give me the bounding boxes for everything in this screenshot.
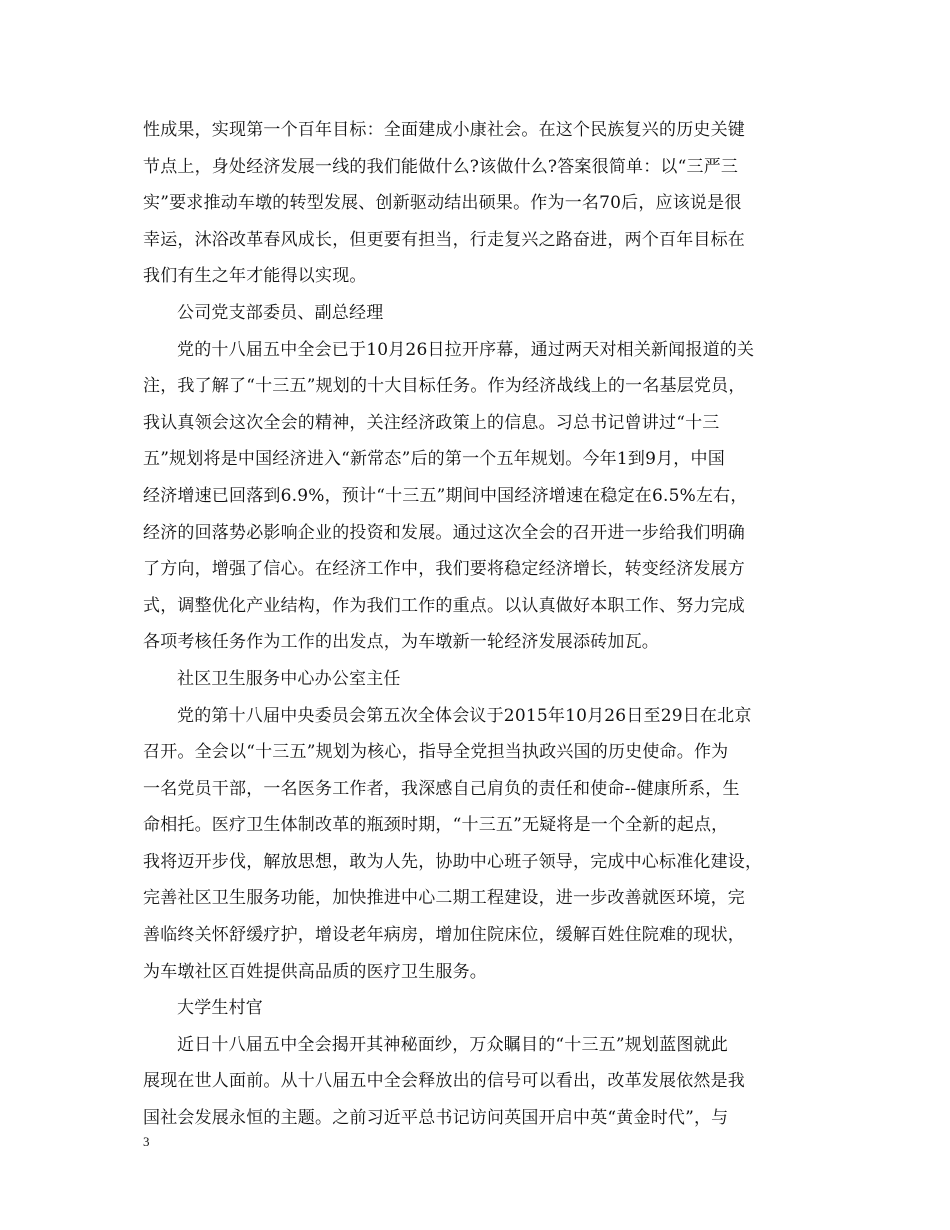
text-line: 国社会发展永恒的主题。之前习近平总书记访问英国开启中英“黄金时代”，与 [143,1108,729,1129]
text-line: 大学生村官 [177,998,263,1019]
text-line: 近日十八届五中全会揭开其神秘面纱，万众瞩目的“十三五”规划蓝图就此 [177,1034,728,1055]
text-line: 了方向，增强了信心。在经济工作中，我们要将稳定经济增长，转变经济发展方 [143,559,745,580]
text-line: 幸运，沐浴改革春风成长，但更要有担当，行走复兴之路奋进，两个百年目标在 [143,229,745,250]
text-line: 善临终关怀舒缓疗护，增设老年病房，增加住院床位，缓解百姓住院难的现状， [143,925,745,946]
text-line: 五”规划将是中国经济进入“新常态”后的第一个五年规划。今年1到9月，中国 [143,449,725,470]
text-line: 社区卫生服务中心办公室主任 [177,668,401,689]
text-line: 经济的回落势必影响企业的投资和发展。通过这次全会的召开进一步给我们明确 [143,522,745,543]
text-line: 党的第十八届中央委员会第五次全体会议于2015年10月26日至29日在北京 [177,705,752,726]
text-line: 式，调整优化产业结构，作为我们工作的重点。以认真做好本职工作、努力完成 [143,595,745,616]
text-line: 节点上，身处经济发展一线的我们能做什么?该做什么?答案很简单：以“三严三 [143,156,739,177]
text-line: 公司党支部委员、副总经理 [177,302,384,323]
text-line: 我将迈开步伐，解放思想，敢为人先，协助中心班子领导，完成中心标准化建设， [143,851,763,872]
text-line: 完善社区卫生服务功能，加快推进中心二期工程建设，进一步改善就医环境，完 [143,888,745,909]
text-line: 一名党员干部，一名医务工作者，我深感自己肩负的责任和使命--健康所系，生 [143,778,740,799]
text-line: 我们有生之年才能得以实现。 [143,266,367,287]
text-line: 性成果，实现第一个百年目标：全面建成小康社会。在这个民族复兴的历史关键 [143,120,745,140]
text-line: 党的十八届五中全会已于10月26日拉开序幕，通过两天对相关新闻报道的关 [177,339,755,360]
text-line: 各项考核任务作为工作的出发点，为车墩新一轮经济发展添砖加瓦。 [143,632,659,653]
text-line: 召开。全会以“十三五”规划为核心，指导全党担当执政兴国的历史使命。作为 [143,742,729,763]
text-line: 实”要求推动车墩的转型发展、创新驱动结出硕果。作为一名70后，应该说是很 [143,193,742,214]
page-number: 3 [143,1134,150,1149]
text-line: 为车墩社区百姓提供高品质的医疗卫生服务。 [143,961,487,982]
text-line: 注，我了解了“十三五”规划的十大目标任务。作为经济战线上的一名基层党员， [143,376,746,397]
text-line: 经济增速已回落到6.9%，预计“十三五”期间中国经济增速在稳定在6.5%左右， [143,485,748,506]
text-line: 展现在世人面前。从十八届五中全会释放出的信号可以看出，改革发展依然是我 [143,1071,745,1092]
text-line: 我认真领会这次全会的精神，关注经济政策上的信息。习总书记曾讲过“十三 [143,412,720,433]
text-line: 命相托。医疗卫生体制改革的瓶颈时期，“十三五”无疑将是一个全新的起点， [143,815,729,836]
document-body [143,112,823,1137]
